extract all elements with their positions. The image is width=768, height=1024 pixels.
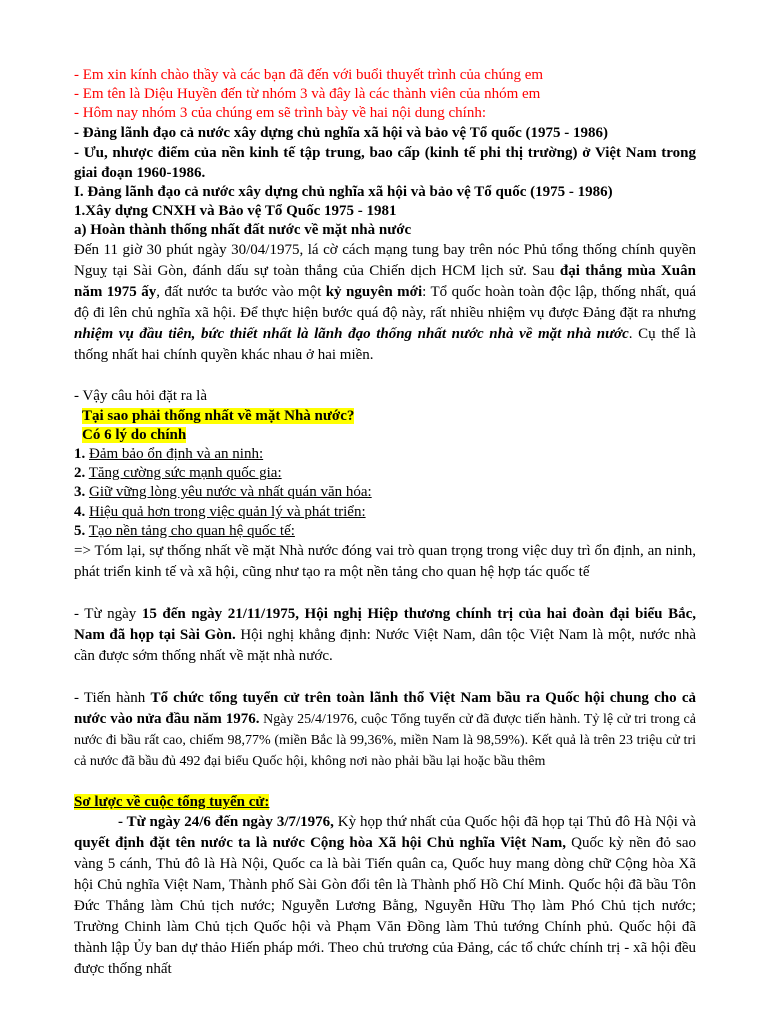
paragraph-assembly: - Từ ngày 24/6 đến ngày 3/7/1976, Kỳ họp thứ nhất của Quốc hội đã họp tại Thủ đô Hà Nội và quyết định đặt tên nước ta là nước Cộng hòa Xã hội Chủ nghĩa Việt Nam, Quốc kỳ nền đỏ sao vàng 5 cánh, Thủ đô là Hà Nội, Quốc ca là bài Tiến quân ca, Quốc huy mang dòng chữ Cộng hòa Xã hội Chủ nghĩa Việt Nam, Thành phố Sài Gòn đổi tên là Thành phố Hồ Chí Minh. Quốc hội đã bầu Tôn Đức Thắng làm Chủ tịch nước; Nguyễn Lương Bằng, Nguyễn Hữu Thọ làm Phó Chủ tịch nước; Trường Chinh làm Chủ tịch Quốc hội và Phạm Văn Đồng làm Thủ tướng Chính phủ. Quốc hội đã thành lập Ủy ban dự thảo Hiến pháp mới. Theo chủ trương của Đảng, các tổ chức chính trị - xã hội đều được thống nhất — [74, 814, 696, 978]
intro-line-1: - Em xin kính chào thầy và các bạn đã đến với buổi thuyết trình của chúng em — [74, 67, 544, 83]
reason-item-5: 5. Tạo nền tảng cho quan hệ quốc tế: — [74, 522, 295, 539]
spacer — [74, 772, 696, 793]
reason-item-2: 2. Tăng cường sức mạnh quốc gia: — [74, 465, 282, 482]
reason-item-1: 1. Đảm bảo ổn định và an ninh: — [74, 446, 264, 463]
topic-1: - Đảng lãnh đạo cả nước xây dựng chủ nghĩa xã hội và bảo vệ Tổ quốc (1975 - 1986) — [74, 124, 609, 141]
spacer — [74, 667, 696, 688]
paragraph-election: - Tiến hành Tổ chức tổng tuyển cử trên toàn lãnh thổ Việt Nam bầu ra Quốc hội chung cho cả nước vào nửa đầu năm 1976. Ngày 25/4/1976, cuộc Tổng tuyển cử đã được tiến hành. Tỷ lệ cử tri trong cả nước đi bầu rất cao, chiếm 98,77% (miền Bắc là 99,36%, miền Nam là 98,59%). Kết quả là trên 23 triệu cử tri cả nước đã bầu đủ 492 đại biểu Quốc hội, không nơi nào phải bầu lại hoặc bầu thêm — [74, 690, 696, 770]
paragraph-victory: Đến 11 giờ 30 phút ngày 30/04/1975, lá cờ cách mạng tung bay trên nóc Phủ tổng thống chính quyền Nguỵ tại Sài Gòn, đánh dấu sự toàn thắng của Chiến dịch HCM lịch sử. Sau đại thắng mùa Xuân năm 1975 ấy, đất nước ta bước vào một kỷ nguyên mới: Tổ quốc hoàn toàn độc lập, thống nhất, quá độ đi lên chủ nghĩa xã hội. Để thực hiện bước quá độ này, rất nhiều nhiệm vụ được Đảng đặt ra nhưng nhiệm vụ đầu tiên, bức thiết nhất là lãnh đạo thống nhất nước nhà về mặt nhà nước. Cụ thể là thống nhất hai chính quyền khác nhau ở hai miền. — [74, 242, 696, 364]
reason-item-4: 4. Hiệu quả hơn trong việc quản lý và phát triển: — [74, 503, 366, 520]
section-subheading: 1.Xây dựng CNXH và Bảo vệ Tổ Quốc 1975 - 1981 — [74, 203, 397, 220]
question-title: Tại sao phải thống nhất về mặt Nhà nước? — [82, 407, 355, 424]
section-subsubheading: a) Hoàn thành thống nhất đất nước về mặt nhà nước — [74, 222, 412, 239]
reason-item-3: 3. Giữ vững lòng yêu nước và nhất quán văn hóa: — [74, 484, 372, 501]
intro-line-2: - Em tên là Diệu Huyền đến từ nhóm 3 và đây là các thành viên của nhóm em — [74, 86, 541, 103]
conclusion-paragraph: => Tóm lại, sự thống nhất về mặt Nhà nước đóng vai trò quan trọng trong việc duy trì ổn định, an ninh, phát triển kinh tế và xã hội, cũng như tạo ra một nền tảng cho quan hệ hợp tác quốc tế — [74, 543, 696, 581]
election-title: Sơ lược về cuộc tổng tuyển cử: — [74, 794, 270, 811]
intro-line-3: - Hôm nay nhóm 3 của chúng em sẽ trình bày về hai nội dung chính: — [74, 105, 486, 122]
spacer — [74, 583, 696, 604]
spacer — [74, 366, 696, 387]
reasons-title: Có 6 lý do chính — [82, 426, 187, 443]
paragraph-conference: - Từ ngày 15 đến ngày 21/11/1975, Hội nghị Hiệp thương chính trị của hai đoàn đại biểu Bắc, Nam đã họp tại Sài Gòn. Hội nghị khẳng định: Nước Việt Nam, dân tộc Việt Nam là một, nước nhà cần được sớm thống nhất về mặt nhà nước. — [74, 606, 696, 665]
section-heading: I. Đảng lãnh đạo cả nước xây dựng chủ nghĩa xã hội và bảo vệ Tổ quốc (1975 - 1986) — [74, 183, 613, 200]
topic-2: - Ưu, nhược điểm của nền kinh tế tập trung, bao cấp (kinh tế phi thị trường) ở Việt Nam trong giai đoạn 1960-1986. — [74, 144, 696, 181]
question-intro: - Vậy câu hỏi đặt ra là — [74, 388, 208, 405]
